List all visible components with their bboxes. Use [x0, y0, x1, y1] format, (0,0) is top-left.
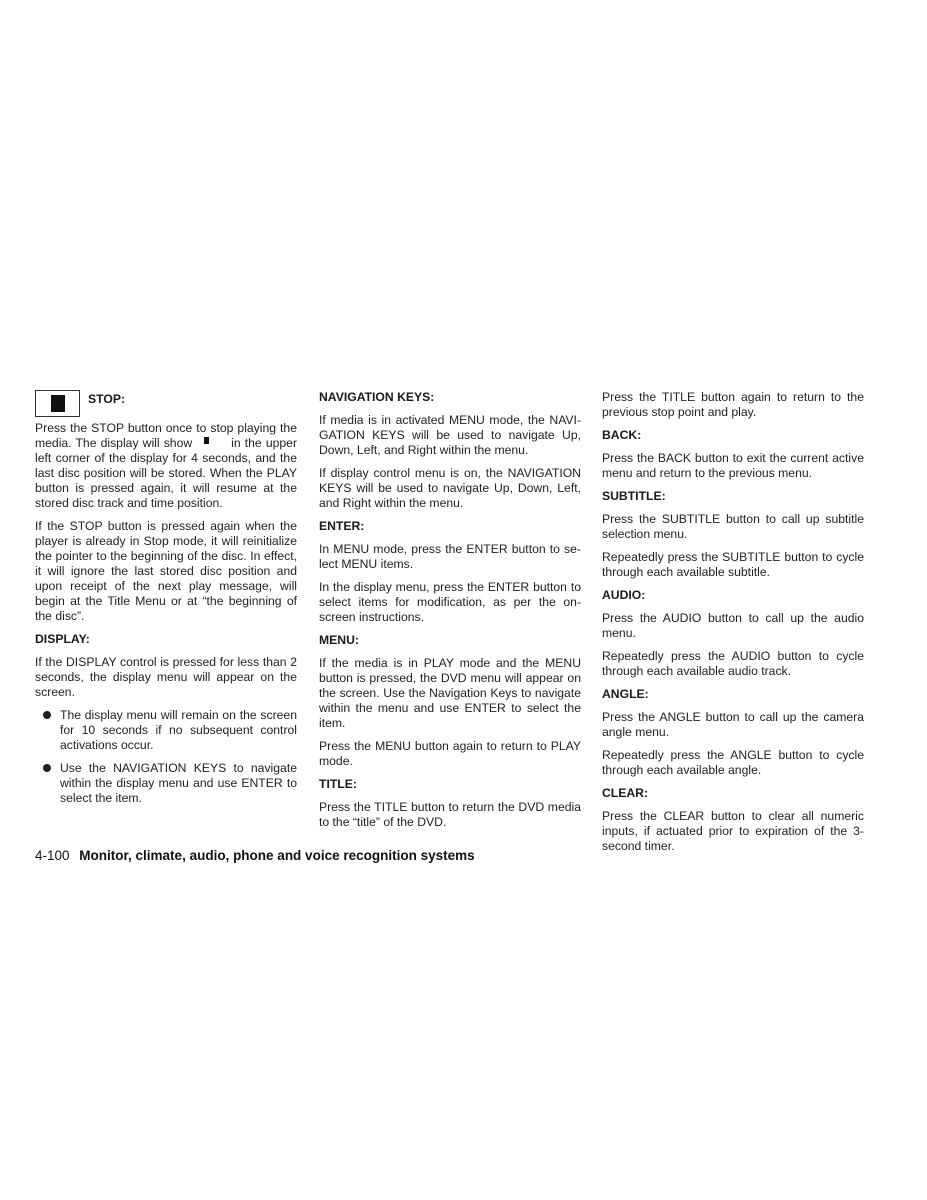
menu-paragraph-1: If the media is in PLAY mode and the MENU button is pressed, the DVD menu will appear on the screen. Use the Navigation Keys to navigate within the menu and use ENTER to select the item.	[319, 656, 581, 730]
bullet-icon	[43, 711, 51, 719]
column-2	[319, 390, 581, 838]
stop-heading: STOP:	[88, 392, 126, 406]
enter-paragraph-1: In MENU mode, press the ENTER button to se-lect MENU items.	[319, 542, 581, 571]
angle-paragraph-1: Press the ANGLE button to call up the camera angle menu.	[602, 710, 864, 739]
title-paragraph-1: Press the TITLE button to return the DVD media to the “title” of the DVD.	[319, 800, 581, 829]
bullet-icon	[43, 764, 51, 772]
bullet-text: The display menu will remain on the screen for 10 seconds if no subsequent control activations occur.	[60, 708, 297, 752]
navigation-keys-heading: NAVIGATION KEYS:	[319, 390, 435, 404]
bullet-item	[35, 708, 297, 753]
bullet-item	[35, 761, 297, 806]
column-3	[602, 390, 864, 862]
enter-heading: ENTER:	[319, 519, 365, 533]
stop-icon	[35, 390, 80, 417]
audio-heading: AUDIO:	[602, 588, 646, 602]
subtitle-paragraph-1: Press the SUBTITLE button to call up subtitle selection menu.	[602, 512, 864, 541]
angle-heading: ANGLE:	[602, 687, 649, 701]
angle-paragraph-2: Repeatedly press the ANGLE button to cycle through each available angle.	[602, 748, 864, 777]
bullet-text: Use the NAVIGATION KEYS to navigate within the display menu and use ENTER to select the item.	[60, 761, 297, 805]
back-paragraph: Press the BACK button to exit the current active menu and return to the previous menu.	[602, 451, 864, 480]
stop-paragraph-1	[35, 421, 297, 511]
subtitle-heading: SUBTITLE:	[602, 489, 666, 503]
display-paragraph: If the DISPLAY control is pressed for less than 2 seconds, the display menu will appear on the screen.	[35, 655, 297, 699]
clear-heading: CLEAR:	[602, 786, 649, 800]
audio-paragraph-1: Press the AUDIO button to call up the audio menu.	[602, 611, 864, 640]
stop-p1-text-b: in the upper left corner of the display for 4 seconds, and the last disc position will be stored. When the PLAY button is pressed again, it will resume at the stored disc track and time position.	[35, 436, 297, 510]
page-number: 4-100	[35, 848, 70, 863]
clear-paragraph: Press the CLEAR button to clear all numeric inputs, if actuated prior to expiration of the 3-second timer.	[602, 809, 864, 853]
inline-stop-icon	[204, 437, 209, 444]
title-paragraph-2: Press the TITLE button again to return to the previous stop point and play.	[602, 390, 864, 419]
subtitle-paragraph-2: Repeatedly press the SUBTITLE button to cycle through each available subtitle.	[602, 550, 864, 579]
menu-heading: MENU:	[319, 633, 359, 647]
navigation-keys-paragraph-2: If display control menu is on, the NAVIGATION KEYS will be used to navigate Up, Down, Left, and Right within the menu.	[319, 466, 581, 510]
section-title: Monitor, climate, audio, phone and voice recognition systems	[79, 848, 475, 863]
stop-section-header	[35, 390, 297, 417]
back-heading: BACK:	[602, 428, 642, 442]
column-1	[35, 390, 297, 814]
page-footer	[35, 847, 475, 864]
stop-p1-text-a: Press the STOP button once to stop playing the media. The display will show	[35, 421, 297, 450]
navigation-keys-paragraph-1: If media is in activated MENU mode, the NAVI-GATION KEYS will be used to navigate Up, Down, Left, and Right within the menu.	[319, 413, 581, 457]
stop-paragraph-2: If the STOP button is pressed again when the player is already in Stop mode, it will reinitialize the pointer to the beginning of the disc. In effect, it will ignore the last stored disc position and upon receipt of the next play message, will begin at the Title Menu or at “the beginning of the disc”.	[35, 519, 297, 623]
title-heading: TITLE:	[319, 777, 357, 791]
enter-paragraph-2: In the display menu, press the ENTER button to select items for modification, as per the on-screen instructions.	[319, 580, 581, 624]
audio-paragraph-2: Repeatedly press the AUDIO button to cycle through each available audio track.	[602, 649, 864, 678]
display-heading: DISPLAY:	[35, 632, 90, 646]
stop-square-glyph	[51, 395, 65, 412]
menu-paragraph-2: Press the MENU button again to return to PLAY mode.	[319, 739, 581, 768]
display-bullet-list	[35, 708, 297, 806]
